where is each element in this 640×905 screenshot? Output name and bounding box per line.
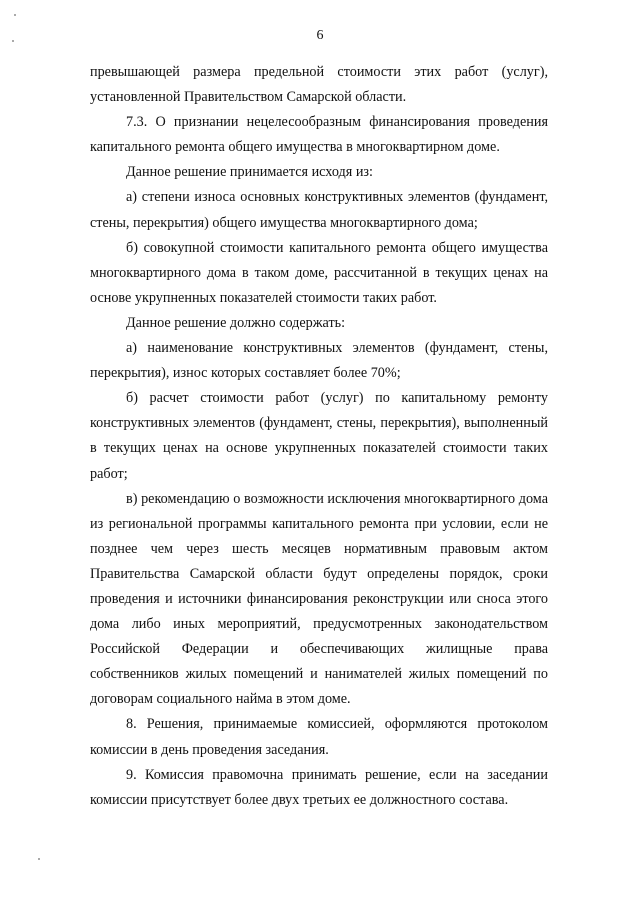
- paragraph-item-a-elements: а) наименование конструктивных элементов (фундамент, стены, перекрытия), износ которых составляет более 70%;: [90, 340, 548, 382]
- paragraph-continuation: превышающей размера предельной стоимости этих работ (услуг), установленной Правительством Самарской области.: [90, 64, 548, 106]
- paragraph-item-v-recommendation: в) рекомендацию о возможности исключения многоквартирного дома из региональной программы капитального ремонта при условии, если не позднее чем через шесть месяцев нормативным правовым актом Правительства Самарской области будут определены порядок, сроки проведения и источники финансирования реконструкции или сноса этого дома либо иных мероприятий, предусмотренных законодательством Российской Федерации и обеспечивающих жилищные права собственников жилых помещений и нанимателей жилых помещений по договорам социального найма в этом доме.: [90, 490, 548, 708]
- scan-speck: [12, 40, 14, 42]
- paragraph-item-a-wear: а) степени износа основных конструктивных элементов (фундамент, стены, перекрытия) общего имущества многоквартирного дома;: [90, 189, 548, 231]
- paragraph-item-b-cost: б) совокупной стоимости капитального ремонта общего имущества многоквартирного дома в таком доме, рассчитанной в текущих ценах на основе укрупненных показателей стоимости таких работ.: [90, 239, 548, 306]
- document-body: [90, 60, 548, 813]
- page-number: 6: [316, 28, 324, 43]
- paragraph-7-3: 7.3. О признании нецелесообразным финансирования проведения капитального ремонта общего имущества в многоквартирном доме.: [90, 114, 548, 156]
- paragraph-9: 9. Комиссия правомочна принимать решение, если на заседании комиссии присутствует более двух третьих ее должностного состава.: [90, 766, 548, 808]
- paragraph-decision-basis: Данное решение принимается исходя из:: [126, 164, 373, 181]
- scan-speck: [38, 858, 40, 860]
- paragraph-item-b-calculation: б) расчет стоимости работ (услуг) по капитальному ремонту конструктивных элементов (фундамент, стены, перекрытия), выполненный в текущих ценах на основе укрупненных показателей стоимости таких работ;: [90, 390, 548, 482]
- paragraph-8: 8. Решения, принимаемые комиссией, оформляются протоколом комиссии в день проведения заседания.: [90, 716, 548, 758]
- scan-speck: [14, 14, 16, 16]
- paragraph-decision-content: Данное решение должно содержать:: [126, 314, 346, 331]
